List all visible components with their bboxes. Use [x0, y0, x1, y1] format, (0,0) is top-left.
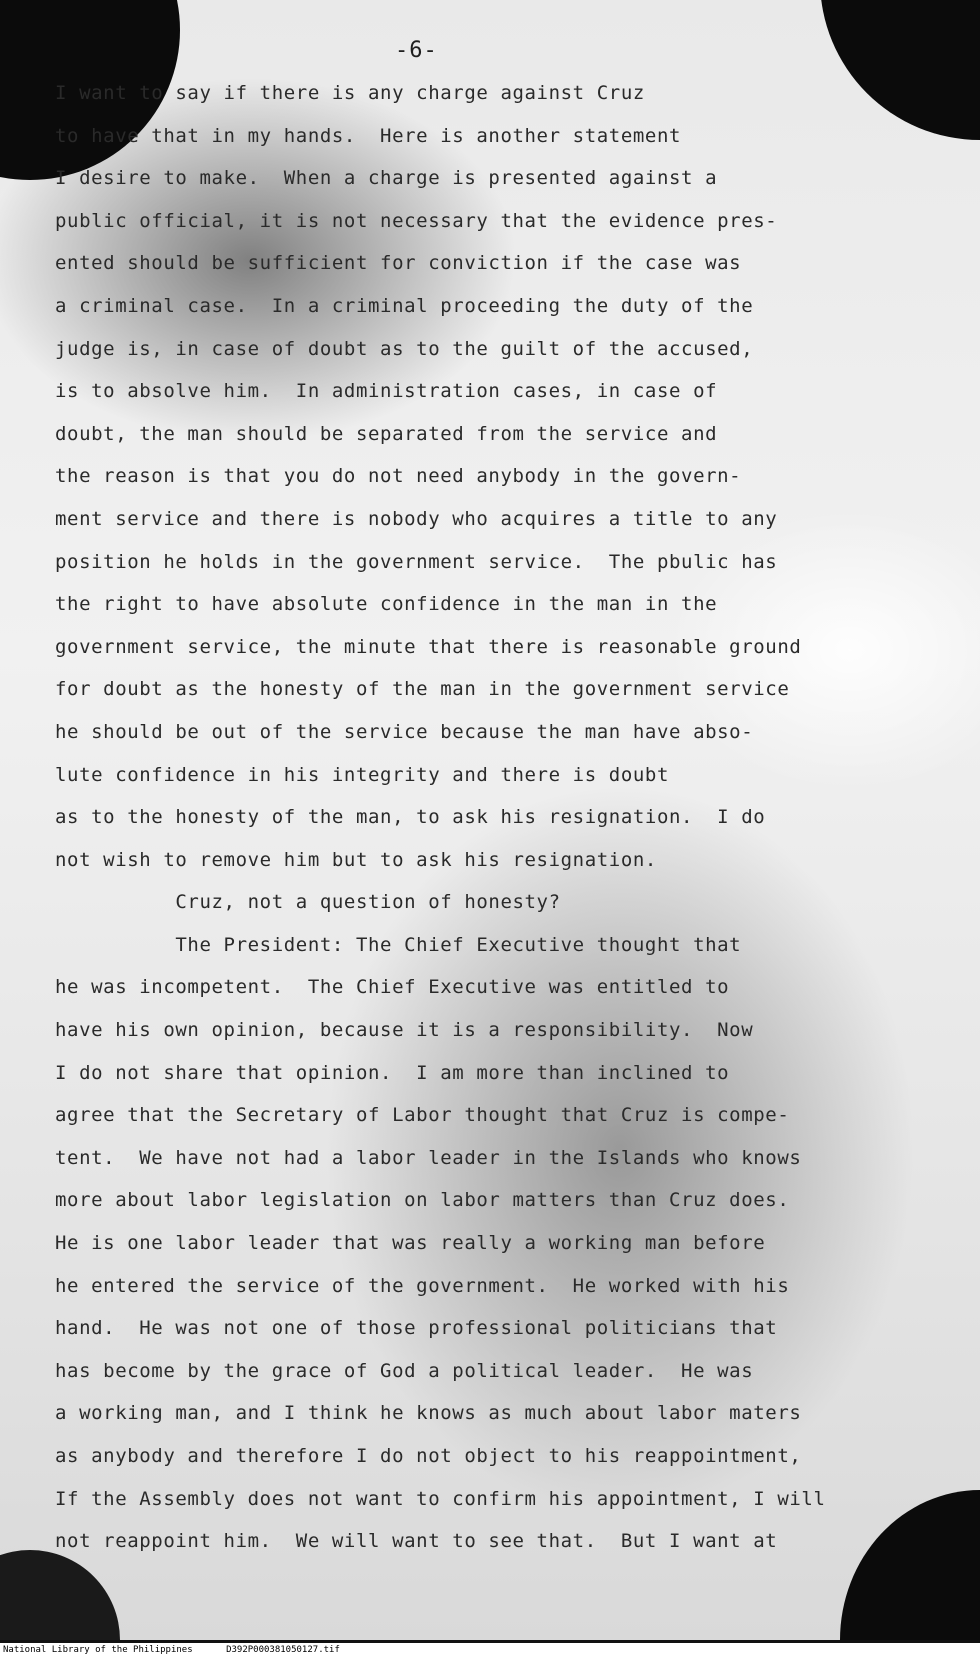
text-line: has become by the grace of God a political leader. He was [55, 1359, 754, 1382]
text-line: for doubt as the honesty of the man in the government service [55, 678, 790, 701]
text-line: to have that in my hands. Here is another statement [55, 124, 682, 147]
text-line: the reason is that you do not need anybody in the govern- [55, 465, 742, 488]
text-line: Cruz, not a question of honesty? [55, 891, 561, 914]
text-line: doubt, the man should be separated from the service and [55, 422, 718, 445]
text-line: as to the honesty of the man, to ask his resignation. I do [55, 806, 766, 829]
text-line: is to absolve him. In administration cases, in case of [55, 380, 718, 403]
footer-library: National Library of the Philippines [3, 1645, 193, 1655]
text-line: not reappoint him. We will want to see that. But I want at [55, 1530, 778, 1553]
text-line: he should be out of the service because the man have abso- [55, 720, 754, 743]
page-number: -6- [395, 38, 438, 63]
text-line: tent. We have not had a labor leader in the Islands who knows [55, 1146, 802, 1169]
scan-footer [0, 1643, 980, 1658]
text-line: public official, it is not necessary that the evidence pres- [55, 209, 778, 232]
text-line: ented should be sufficient for conviction if the case was [55, 252, 742, 275]
text-line: government service, the minute that there is reasonable ground [55, 635, 802, 658]
text-line: I want to say if there is any charge against Cruz [55, 82, 645, 104]
footer-file: D392P000381050127.tif [226, 1645, 340, 1655]
text-line: lute confidence in his integrity and there is doubt [55, 763, 669, 786]
text-line: judge is, in case of doubt as to the guilt of the accused, [55, 337, 754, 360]
text-line: he was incompetent. The Chief Executive was entitled to [55, 976, 730, 999]
text-line: not wish to remove him but to ask his resignation. [55, 848, 657, 871]
text-line: more about labor legislation on labor matters than Cruz does. [55, 1189, 790, 1212]
text-line: a working man, and I think he knows as much about labor maters [55, 1402, 802, 1425]
text-line: as anybody and therefore I do not object to his reappointment, [55, 1445, 802, 1467]
text-line: have his own opinion, because it is a responsibility. Now [55, 1019, 754, 1042]
text-line: a criminal case. In a criminal proceeding the duty of the [55, 294, 754, 317]
text-line: hand. He was not one of those professional politicians that [55, 1317, 778, 1340]
text-line: The President: The Chief Executive thought that [55, 933, 742, 956]
text-line: I desire to make. When a charge is presented against a [55, 167, 718, 190]
text-line: If the Assembly does not want to confirm his appointment, I will [55, 1487, 826, 1510]
text-line: agree that the Secretary of Labor thought that Cruz is compe- [55, 1104, 790, 1127]
text-line: the right to have absolute confidence in the man in the [55, 593, 718, 616]
text-line: he entered the service of the government. He worked with his [55, 1274, 790, 1297]
dark-corner-bottom-left [0, 1550, 120, 1640]
text-line: ment service and there is nobody who acquires a title to any [55, 507, 778, 530]
typed-text-body [55, 72, 925, 1563]
text-line: position he holds in the government service. The pbulic has [55, 550, 778, 573]
text-line: I do not share that opinion. I am more than inclined to [55, 1061, 730, 1084]
text-line: He is one labor leader that was really a working man before [55, 1232, 766, 1255]
